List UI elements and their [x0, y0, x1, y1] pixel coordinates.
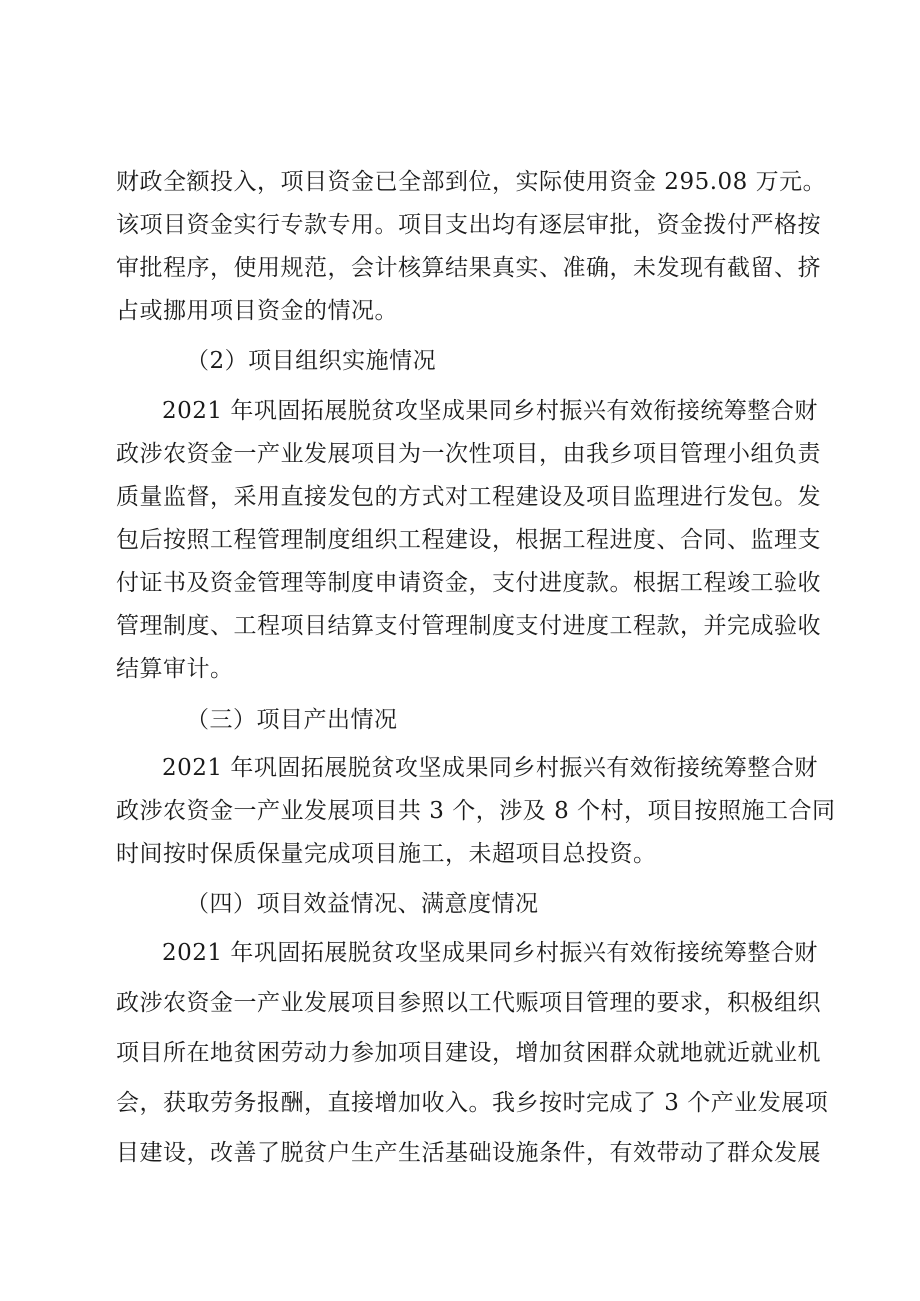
section-heading: （三）项目产出情况: [186, 707, 398, 733]
paragraph-line: 质量监督，采用直接发包的方式对工程建设及项目监理进行发包。发: [116, 484, 821, 510]
paragraph-line: 目建设，改善了脱贫户生产生活基础设施条件，有效带动了群众发展: [116, 1140, 821, 1166]
paragraph-line: 2021 年巩固拓展脱贫攻坚成果同乡村振兴有效衔接统筹整合财: [162, 398, 818, 424]
paragraph-line: 财政全额投入，项目资金已全部到位，实际使用资金 295.08 万元。: [116, 169, 827, 195]
paragraph-line: 项目所在地贫困劳动力参加项目建设，增加贫困群众就地就近就业机: [116, 1040, 821, 1066]
paragraph-line: 包后按照工程管理制度组织工程建设，根据工程进度、合同、监理支: [116, 527, 821, 553]
paragraph-line: 该项目资金实行专款专用。项目支出均有逐层审批，资金拨付严格按: [116, 212, 821, 238]
paragraph-line: 2021 年巩固拓展脱贫攻坚成果同乡村振兴有效衔接统筹整合财: [162, 755, 818, 781]
paragraph-line: 政涉农资金一产业发展项目为一次性项目，由我乡项目管理小组负责: [116, 441, 821, 467]
paragraph-line: 时间按时保质保量完成项目施工，未超项目总投资。: [116, 841, 657, 867]
paragraph-line: 审批程序，使用规范，会计核算结果真实、准确，未发现有截留、挤: [116, 255, 821, 281]
section-heading: （2）项目组织实施情况: [186, 348, 437, 374]
paragraph-line: 付证书及资金管理等制度申请资金，支付进度款。根据工程竣工验收: [116, 570, 821, 596]
paragraph-line: 政涉农资金一产业发展项目共 3 个，涉及 8 个村，项目按照施工合同: [116, 798, 836, 824]
paragraph-line: 结算审计。: [116, 656, 234, 682]
paragraph-line: 管理制度、工程项目结算支付管理制度支付进度工程款，并完成验收: [116, 613, 821, 639]
paragraph-line: 会，获取劳务报酬，直接增加收入。我乡按时完成了 3 个产业发展项: [116, 1090, 829, 1116]
paragraph-line: 政涉农资金一产业发展项目参照以工代赈项目管理的要求，积极组织: [116, 990, 821, 1016]
paragraph-line: 占或挪用项目资金的情况。: [116, 298, 398, 324]
paragraph-line: 2021 年巩固拓展脱贫攻坚成果同乡村振兴有效衔接统筹整合财: [162, 940, 818, 966]
section-heading: （四）项目效益情况、满意度情况: [186, 891, 539, 917]
